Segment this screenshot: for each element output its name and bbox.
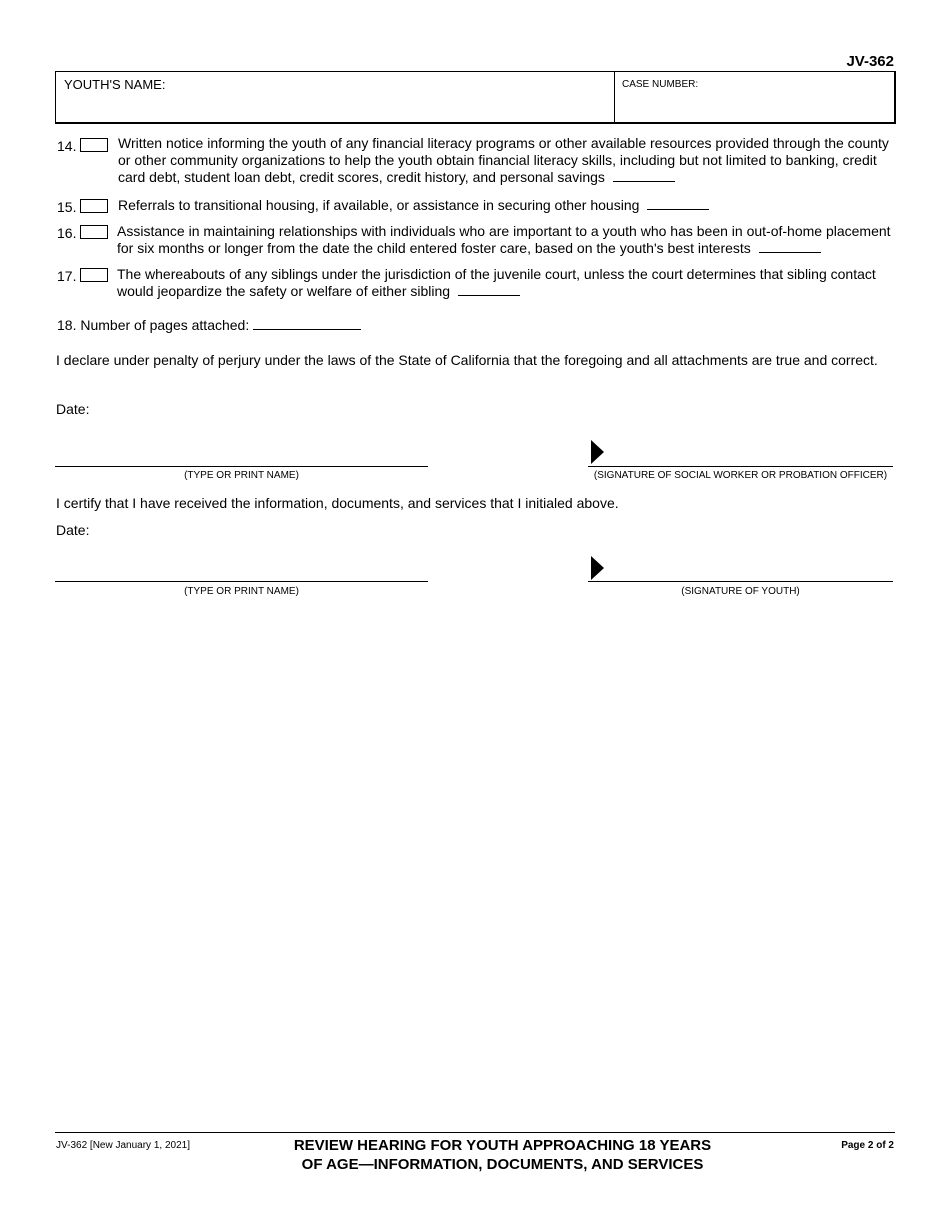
item-17-line-1: The whereabouts of any siblings under the jurisdiction of the juvenile court, unless the court determines that sibling contact	[117, 266, 876, 282]
item-17-initials-blank[interactable]	[458, 283, 520, 296]
item-14-initials-blank[interactable]	[613, 169, 675, 182]
worker-name-line[interactable]	[55, 466, 428, 467]
youth-name-line[interactable]	[55, 581, 428, 582]
youth-signature-caption: (SIGNATURE OF YOUTH)	[681, 586, 800, 597]
item-14-checkbox[interactable]	[80, 138, 108, 152]
item-17-line-2: would jeopardize the safety or welfare of either sibling	[117, 283, 451, 299]
pages-attached-label: 18. Number of pages attached:	[57, 317, 250, 333]
footer-page-number: Page 2 of 2	[841, 1140, 894, 1151]
item-16-line-1: Assistance in maintaining relationships with individuals who are important to a youth who has been in out-of-home placement	[117, 223, 891, 239]
item-15-text	[118, 197, 898, 214]
item-17-checkbox[interactable]	[80, 268, 108, 282]
item-15-initials-blank[interactable]	[647, 197, 709, 210]
item-14-number: 14.	[57, 138, 77, 154]
youth-signature-line[interactable]	[588, 581, 893, 582]
item-14-text	[118, 135, 898, 186]
worker-signature-arrow-icon	[591, 440, 604, 464]
worker-signature-line[interactable]	[588, 466, 893, 467]
item-15-line-1: Referrals to transitional housing, if available, or assistance in securing other housing	[118, 197, 640, 213]
item-16-text	[117, 223, 897, 257]
worker-signature-caption: (SIGNATURE OF SOCIAL WORKER OR PROBATION OFFICER)	[593, 470, 888, 481]
item-16-checkbox[interactable]	[80, 225, 108, 239]
youth-date-label: Date:	[56, 522, 90, 538]
youth-name-label: YOUTH'S NAME:	[64, 77, 166, 92]
item-14-line-3: card debt, student loan debt, credit scores, credit history, and personal savings	[118, 169, 605, 185]
header-divider	[614, 72, 615, 122]
worker-name-caption: (TYPE OR PRINT NAME)	[184, 470, 299, 481]
item-17-text	[117, 266, 897, 300]
item-16-line-2: for six months or longer from the date the child entered foster care, based on the youth's best interests	[117, 240, 751, 256]
footer-title-line-1: REVIEW HEARING FOR YOUTH APPROACHING 18 YEARS	[293, 1137, 712, 1154]
youth-name-caption: (TYPE OR PRINT NAME)	[184, 586, 299, 597]
footer-rule	[55, 1132, 895, 1133]
footer-title	[250, 1136, 755, 1174]
item-16-number: 16.	[57, 225, 77, 241]
header-box	[55, 71, 896, 124]
declaration-text: I declare under penalty of perjury under the laws of the State of California that the foregoing and all attachments are true and correct.	[56, 352, 878, 368]
pages-attached-field[interactable]	[253, 317, 361, 330]
footer-title-line-2: OF AGE—INFORMATION, DOCUMENTS, AND SERVICES	[301, 1156, 704, 1173]
certification-text: I certify that I have received the information, documents, and services that I initialed above.	[56, 495, 619, 511]
case-number-label: CASE NUMBER:	[622, 79, 699, 90]
item-17-number: 17.	[57, 268, 77, 284]
item-15-number: 15.	[57, 199, 77, 215]
youth-signature-arrow-icon	[591, 556, 604, 580]
form-id: JV-362	[846, 53, 894, 70]
item-16-initials-blank[interactable]	[759, 240, 821, 253]
item-14-line-2: or other community organizations to help the youth obtain financial literacy skills, including but not limited to banking, credit	[118, 152, 877, 168]
item-14-line-1: Written notice informing the youth of any financial literacy programs or other available resources provided through the county	[118, 135, 889, 151]
footer-revision: JV-362 [New January 1, 2021]	[56, 1140, 190, 1151]
item-15-checkbox[interactable]	[80, 199, 108, 213]
worker-date-label: Date:	[56, 401, 90, 417]
pages-attached-row	[57, 317, 361, 333]
